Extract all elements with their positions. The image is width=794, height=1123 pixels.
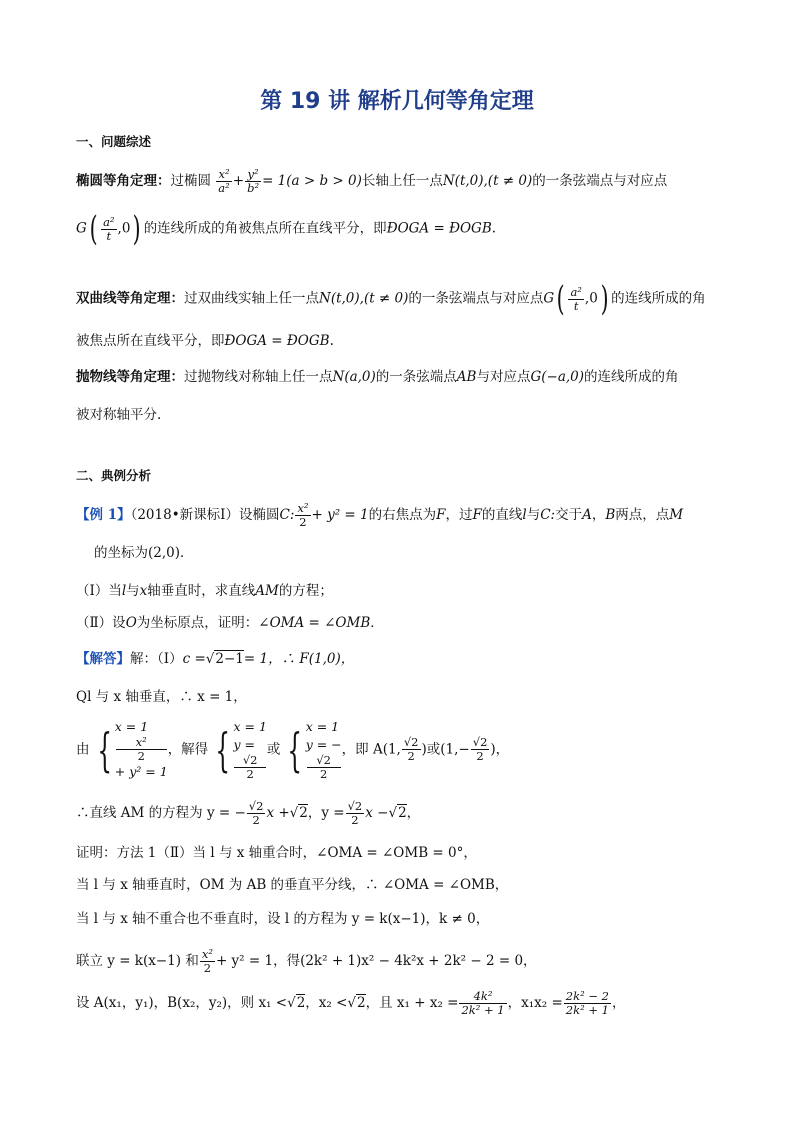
question-2: （Ⅱ）设O为坐标原点，证明：∠OMA = ∠OMB． bbox=[76, 615, 384, 631]
point-G: G(−a,0) bbox=[530, 369, 585, 385]
answer-system-line: 由 { x = 1 x² 2 + y² = 1 ，解得 { x = 1 y = √2 2 或 { x = 1 y = − √2 2 ，即 A(1, $\frac{√2}{2}$ )或(1,− $\frac{√2}{2}$ )， bbox=[76, 719, 510, 781]
proof-line4: 联立 y = k(x−1) 和 $\frac{\text{x²}}{2}$ + y² = 1，得(2k² + 1)x² − 4k²x + 2k² − 2 = 0， bbox=[76, 947, 537, 975]
proof-line2: 当 l 与 x 轴垂直时，OM 为 AB 的垂直平分线，∴ ∠OMA = ∠OMB， bbox=[76, 877, 509, 893]
fraction: $\frac{\text{y²}}{\text{b²}}$ bbox=[247, 167, 260, 195]
answer-line2: Ql 与 x 轴垂直，∴ x = 1， bbox=[76, 689, 247, 705]
ellipse-label: 椭圆等角定理： bbox=[76, 173, 171, 189]
fraction: $\frac{\text{x²}}{2}$ bbox=[297, 501, 309, 529]
hyperbola-text: 的一条弦端点与对应点 bbox=[408, 290, 544, 307]
hyperbola-conclusion: ÐOGA = ÐOGB bbox=[224, 333, 330, 349]
answer-line-am: ∴直线 AM 的方程为 y = − $\frac{√2}{2}$ x +√2，y = $\frac{√2}{2}$ x −√2， bbox=[76, 799, 421, 827]
ellipse-text: 长轴上任一点 bbox=[361, 173, 443, 189]
example-1-line2: 的坐标为(2,0)． bbox=[94, 545, 194, 561]
answer-tag: 【解答】 bbox=[76, 651, 130, 667]
proof-line5: 设 A(x₁，y₁)，B(x₂，y₂)，则 x₁ <√2，x₂ <√2，且 x₁ + x₂ = $\frac{\text{4k²}}{\text{2k² + 1}}$ ，x₁x₂ = $\frac{\text{2k² − 2}}{\text{2k² + 1}}$ ， bbox=[76, 989, 626, 1017]
ellipse-condition: = 1(a > b > 0) bbox=[262, 173, 362, 189]
parabola-theorem-line1: 抛物线等角定理：过抛物线对称轴上任一点N(a,0)的一条弦端点AB与对应点G(−a,0)的连线所成的角 bbox=[76, 369, 679, 385]
example-1-line1: 【例 1】（2018•新课标Ⅰ）设椭圆C: $\frac{\text{x²}}{2}$ + y² = 1的右焦点为F，过F的直线l与C:交于A，B两点，点M bbox=[76, 501, 684, 529]
ellipse-conclusion: ÐOGA = ÐOGB bbox=[386, 220, 492, 237]
proof-line1: 证明：方法 1（Ⅱ）当 l 与 x 轴重合时，∠OMA = ∠OMB = 0°， bbox=[76, 845, 477, 861]
point-N: N(a,0) bbox=[332, 369, 376, 385]
parabola-theorem-line2: 被对称轴平分. bbox=[76, 407, 162, 423]
page-title: 第 19 讲 解析几何等角定理 bbox=[260, 89, 534, 114]
proof-line3: 当 l 与 x 轴不重合也不垂直时，设 l 的方程为 y = k(x−1)，k ≠ 0， bbox=[76, 911, 490, 927]
parabola-label: 抛物线等角定理： bbox=[76, 369, 184, 385]
hyperbola-label: 双曲线等角定理： bbox=[76, 290, 184, 307]
fraction: $\frac{\text{a²}}{t}$ bbox=[570, 284, 582, 313]
ellipse-text: 的连线所成的角被焦点所在直线平分，即 bbox=[143, 220, 387, 237]
hyperbola-text: 过双曲线实轴上任一点 bbox=[184, 290, 319, 307]
hyperbola-text: 的连线所成的角 bbox=[611, 290, 706, 307]
point-N: N(t,0),(t ≠ 0) bbox=[442, 173, 533, 189]
hyperbola-theorem-line1: 双曲线等角定理：过双曲线实轴上任一点N(t,0),(t ≠ 0)的一条弦端点与对应点G( $\frac{\text{a²}}{t}$ ,0) 的连线所成的角 bbox=[76, 279, 706, 319]
answer-line1: 【解答】解：（Ⅰ）c =√2−1= 1，∴ F(1,0)， bbox=[76, 651, 355, 667]
fraction: $\frac{\text{x²}}{\text{a²}}$ bbox=[218, 167, 230, 195]
fraction: $\frac{\text{a²}}{t}$ bbox=[103, 214, 115, 243]
ellipse-theorem-line2: G( $\frac{\text{a²}}{t}$ ,0) 的连线所成的角被焦点所在直线平分，即ÐOGA = ÐOGB. bbox=[76, 209, 497, 249]
ellipse-text: 过椭圆 bbox=[170, 173, 211, 189]
ellipse-theorem-line1: 椭圆等角定理：过椭圆 $\frac{\text{x²}}{\text{a²}}$ + $\frac{\text{y²}}{\text{b²}}$ = 1(a > b > 0)长轴上任一点N(t,0),(t ≠ 0)的一条弦端点与对应点 bbox=[76, 167, 668, 195]
ellipse-text: 的一条弦端点与对应点 bbox=[532, 173, 668, 189]
point-N: N(t,0),(t ≠ 0) bbox=[319, 290, 409, 307]
hyperbola-theorem-line2: 被焦点所在直线平分，即ÐOGA = ÐOGB. bbox=[76, 333, 334, 349]
section-heading-overview: 一、问题综述 bbox=[76, 134, 152, 149]
example-tag: 【例 1】 bbox=[76, 507, 131, 523]
question-1: （Ⅰ）当l与x轴垂直时，求直线AM的方程； bbox=[76, 583, 333, 599]
section-heading-examples: 二、典例分析 bbox=[76, 468, 152, 483]
